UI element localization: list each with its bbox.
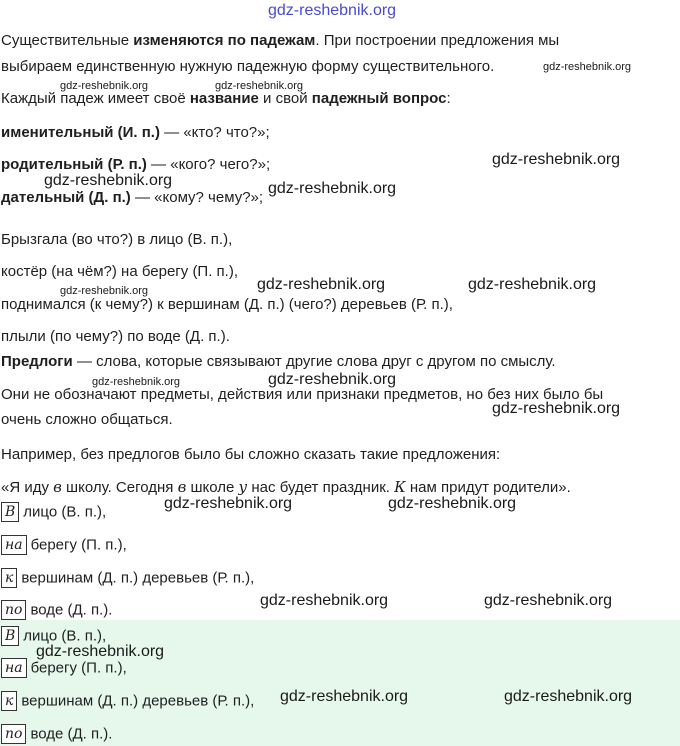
- text: — слова, которые связывают другие слова друг с другом по смыслу.: [72, 353, 556, 370]
- case-question: — «кого? чего?»;: [146, 156, 271, 173]
- text: нас будет праздник.: [247, 479, 395, 496]
- text: «Я иду: [1, 479, 54, 496]
- list-item-text: лицо (В. п.),: [23, 503, 107, 521]
- preposition-box: к: [1, 568, 17, 588]
- watermark: gdz-reshebnik.org: [492, 151, 621, 168]
- watermark: gdz-reshebnik.org: [504, 688, 633, 705]
- list-item-text: воде (Д. п.).: [30, 601, 113, 619]
- text: Существительные: [1, 32, 134, 49]
- preposition-box: В: [1, 626, 19, 646]
- text: :: [446, 90, 451, 107]
- example-intro: Например, без предлогов было бы сложно сказать такие предложения:: [1, 446, 501, 463]
- preposition-box: по: [1, 600, 26, 620]
- watermark: gdz-reshebnik.org: [268, 180, 397, 197]
- watermark: gdz-reshebnik.org: [492, 400, 621, 417]
- text: школу. Сегодня: [61, 479, 178, 496]
- answer-item: [1, 658, 127, 678]
- watermark: gdz-reshebnik.org: [60, 80, 149, 92]
- watermark: gdz-reshebnik.org: [543, 61, 632, 73]
- text: Каждый падеж имеет своё: [1, 90, 190, 107]
- list-item: [1, 502, 106, 522]
- text: нам придут родители».: [405, 479, 571, 496]
- preposition-box: на: [1, 658, 27, 678]
- list-item: [1, 535, 127, 555]
- site-title[interactable]: gdz-reshebnik.org: [268, 2, 397, 19]
- case-name: родительный (Р. п.): [1, 156, 147, 173]
- case-dative: [1, 189, 263, 207]
- answer-item: [1, 724, 112, 744]
- list-item-text: вершинам (Д. п.) деревьев (Р. п.),: [21, 569, 255, 587]
- answer-item: [1, 691, 254, 711]
- watermark: gdz-reshebnik.org: [36, 643, 165, 660]
- answer-item-text: вершинам (Д. п.) деревьев (Р. п.),: [21, 692, 255, 710]
- bold-text: название: [189, 90, 259, 107]
- preposition: у: [238, 478, 248, 496]
- text: школе: [186, 479, 239, 496]
- watermark: gdz-reshebnik.org: [164, 495, 293, 512]
- preposition-box: по: [1, 724, 26, 744]
- text: и свой: [258, 90, 312, 107]
- watermark: gdz-reshebnik.org: [280, 688, 409, 705]
- case-nominative: [1, 124, 270, 142]
- watermark: gdz-reshebnik.org: [268, 371, 397, 388]
- list-item: [1, 600, 112, 620]
- list-item-text: берегу (П. п.),: [30, 536, 127, 554]
- preposition: К: [394, 478, 406, 496]
- watermark: gdz-reshebnik.org: [388, 495, 517, 512]
- bold-text: падежный вопрос: [311, 90, 447, 107]
- bold-text: Предлоги: [1, 353, 73, 370]
- preposition-box: В: [1, 502, 19, 522]
- prepositions-line-2: Они не обозначают предметы, действия или признаки предметов, но без них было бы: [1, 386, 604, 403]
- prepositions-line-3: очень сложно общаться.: [1, 411, 173, 428]
- example-1: Брызгала (во что?) в лицо (В. п.),: [1, 231, 233, 248]
- paragraph-2: выбираем единственную нужную падежную форму существительного.: [1, 58, 495, 75]
- watermark: gdz-reshebnik.org: [468, 276, 597, 293]
- prepositions-definition: [1, 353, 556, 371]
- example-4: плыли (по чему?) по воде (Д. п.).: [1, 328, 230, 345]
- bold-text: изменяются по падежам: [133, 32, 316, 49]
- paragraph-1: [1, 32, 559, 50]
- list-item: [1, 568, 254, 588]
- preposition-box: на: [1, 535, 27, 555]
- answer-item-text: воде (Д. п.).: [30, 725, 113, 743]
- case-name: именительный (И. п.): [1, 124, 160, 141]
- watermark: gdz-reshebnik.org: [260, 592, 389, 609]
- case-question: — «кому? чему?»;: [130, 189, 264, 206]
- preposition: в: [177, 478, 187, 496]
- watermark: gdz-reshebnik.org: [484, 592, 613, 609]
- case-name: дательный (Д. п.): [1, 189, 131, 206]
- case-question: — «кто? что?»;: [159, 124, 270, 141]
- watermark: gdz-reshebnik.org: [60, 285, 149, 297]
- answer-item-text: лицо (В. п.),: [23, 627, 107, 645]
- watermark: gdz-reshebnik.org: [257, 276, 386, 293]
- text: . При построении предложения мы: [315, 32, 560, 49]
- watermark: gdz-reshebnik.org: [92, 376, 181, 388]
- example-2: костёр (на чём?) на берегу (П. п.),: [1, 263, 239, 280]
- watermark: gdz-reshebnik.org: [215, 80, 304, 92]
- answer-item-text: берегу (П. п.),: [30, 659, 127, 677]
- preposition: в: [53, 478, 62, 496]
- watermark: gdz-reshebnik.org: [44, 172, 173, 189]
- preposition-box: к: [1, 691, 17, 711]
- example-3: поднимался (к чему?) к вершинам (Д. п.) (чего?) деревьев (Р. п.),: [1, 296, 453, 313]
- paragraph-3: [1, 90, 451, 108]
